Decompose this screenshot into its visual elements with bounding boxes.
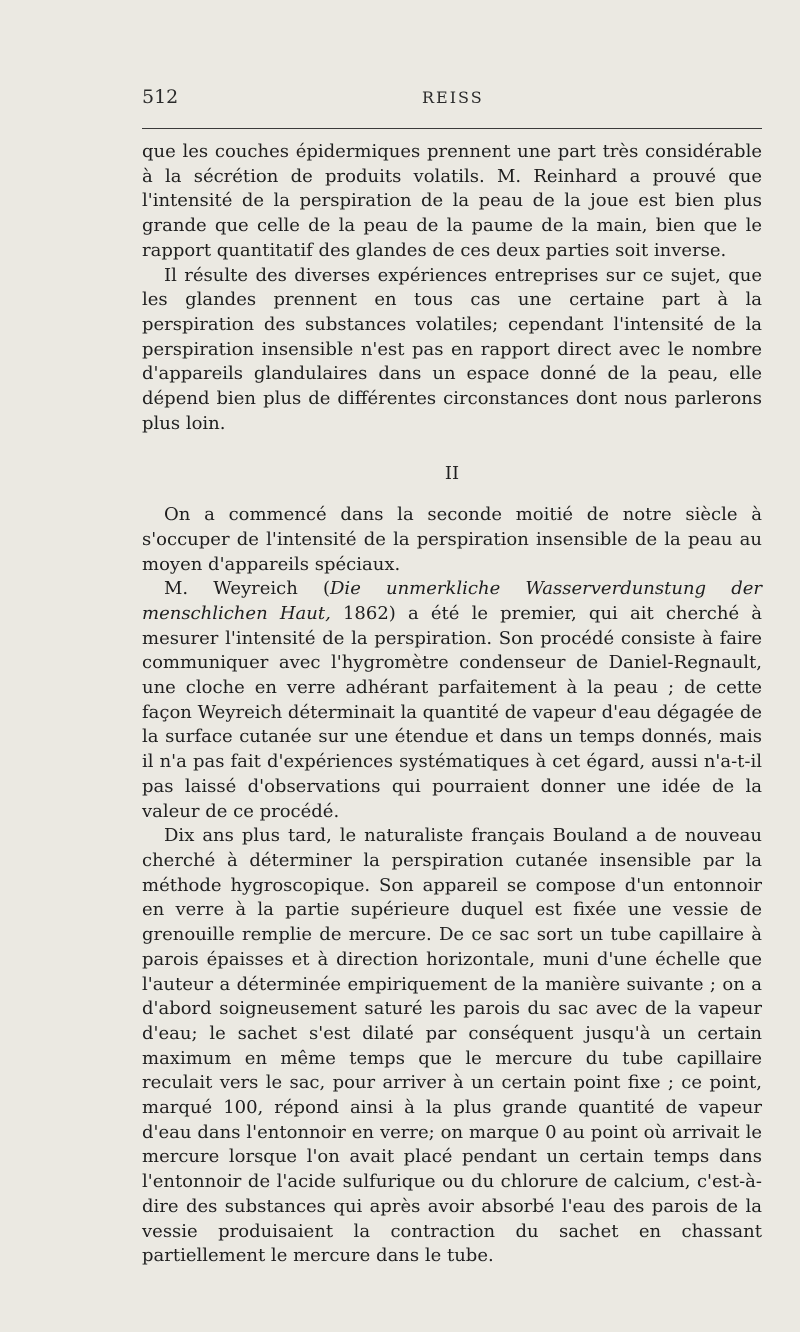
page-number: 512 [142,86,179,108]
weyreich-start: M. Weyreich ( [164,578,330,600]
section-heading: II [444,463,460,485]
paragraph-results: Il résulte des diverses expériences entreprises sur ce sujet, que les glandes prennent en tous cas une certaine part à la perspiration des substances volatiles; cependant l'intensité de la perspiration insensible n'est pas en rapport direct avec le nombre d'appareils glandulaires dans un espace donné de la peau, elle dépend bien plus de différentes circonstances dont nous parlerons plus loin. [142,264,762,434]
paragraph-intro-apparatus: On a commencé dans la seconde moitié de notre siècle à s'occuper de l'intensité de la perspiration insensible de la peau au moyen d'appareils spéciaux. [142,504,762,575]
paragraph-bouland: Dix ans plus tard, le naturaliste français Bouland a de nouveau cherché à déterminer la perspiration cutanée insensible par la méthode hygroscopique. Son appareil se compose d'un entonnoir en verre à la partie supérieure duquel est fixée une vessie de grenouille remplie de mercure. De ce sac sort un tube capillaire à parois épaisses et à direction horizontale, muni d'une échelle que l'auteur a déterminée empiriquement de la manière suivante ; on a d'abord soigneusement saturé les parois du sac avec de la vapeur d'eau; le sachet s'est dilaté par conséquent jusqu'à un certain maximum en même temps que le mercure du tube capillaire reculait vers le sac, pour arriver à un certain point fixe ; ce point, marqué 100, répond ainsi à la plus grande quantité de vapeur d'eau dans l'entonnoir en verre; on marque 0 au point où arrivait le mercure lorsque l'on avait placé pendant un certain temps dans l'entonnoir de l'acide sulfurique ou du chlorure de calcium, c'est-à-dire des substances qui après avoir absorbé l'eau des parois de la vessie produisaient la contraction du sachet en chassant partiellement le mercure dans le tube. [142,825,762,1267]
header-rule [142,128,762,129]
running-title: REISS [422,88,484,107]
body-text [142,140,762,1269]
weyreich-rest: 1862) a été le premier, qui ait cherché à mesurer l'intensité de la perspiration. Son procédé consiste à faire communiquer avec l'hygromètre condenseur de Daniel-Regnault, une cloche en verre adhérant parfaitement à la peau ; de cette façon Weyreich déterminait la quantité de vapeur d'eau dégagée de la surface cutanée sur une étendue et dans un temps donnés, mais il n'a pas fait d'expériences systématiques à cet égard, aussi n'a-t-il pas laissé d'observations qui pourraient donner une idée de la valeur de ce procédé. [142,602,762,822]
paragraph-weyreich [142,577,762,824]
page-header [142,86,762,114]
paragraph-continued: que les couches épidermiques prennent une part très considérable à la sécrétion de produits volatils. M. Reinhard a prouvé que l'intensité de la perspiration de la peau de la joue est bien plus grande que celle de la peau de la paume de la main, bien que le rapport quantitatif des glandes de ces deux parties soit inverse. [142,141,762,261]
weyreich-book-title: Die unmerkliche Wasserverdunstung der menschlichen Haut, [142,578,762,624]
